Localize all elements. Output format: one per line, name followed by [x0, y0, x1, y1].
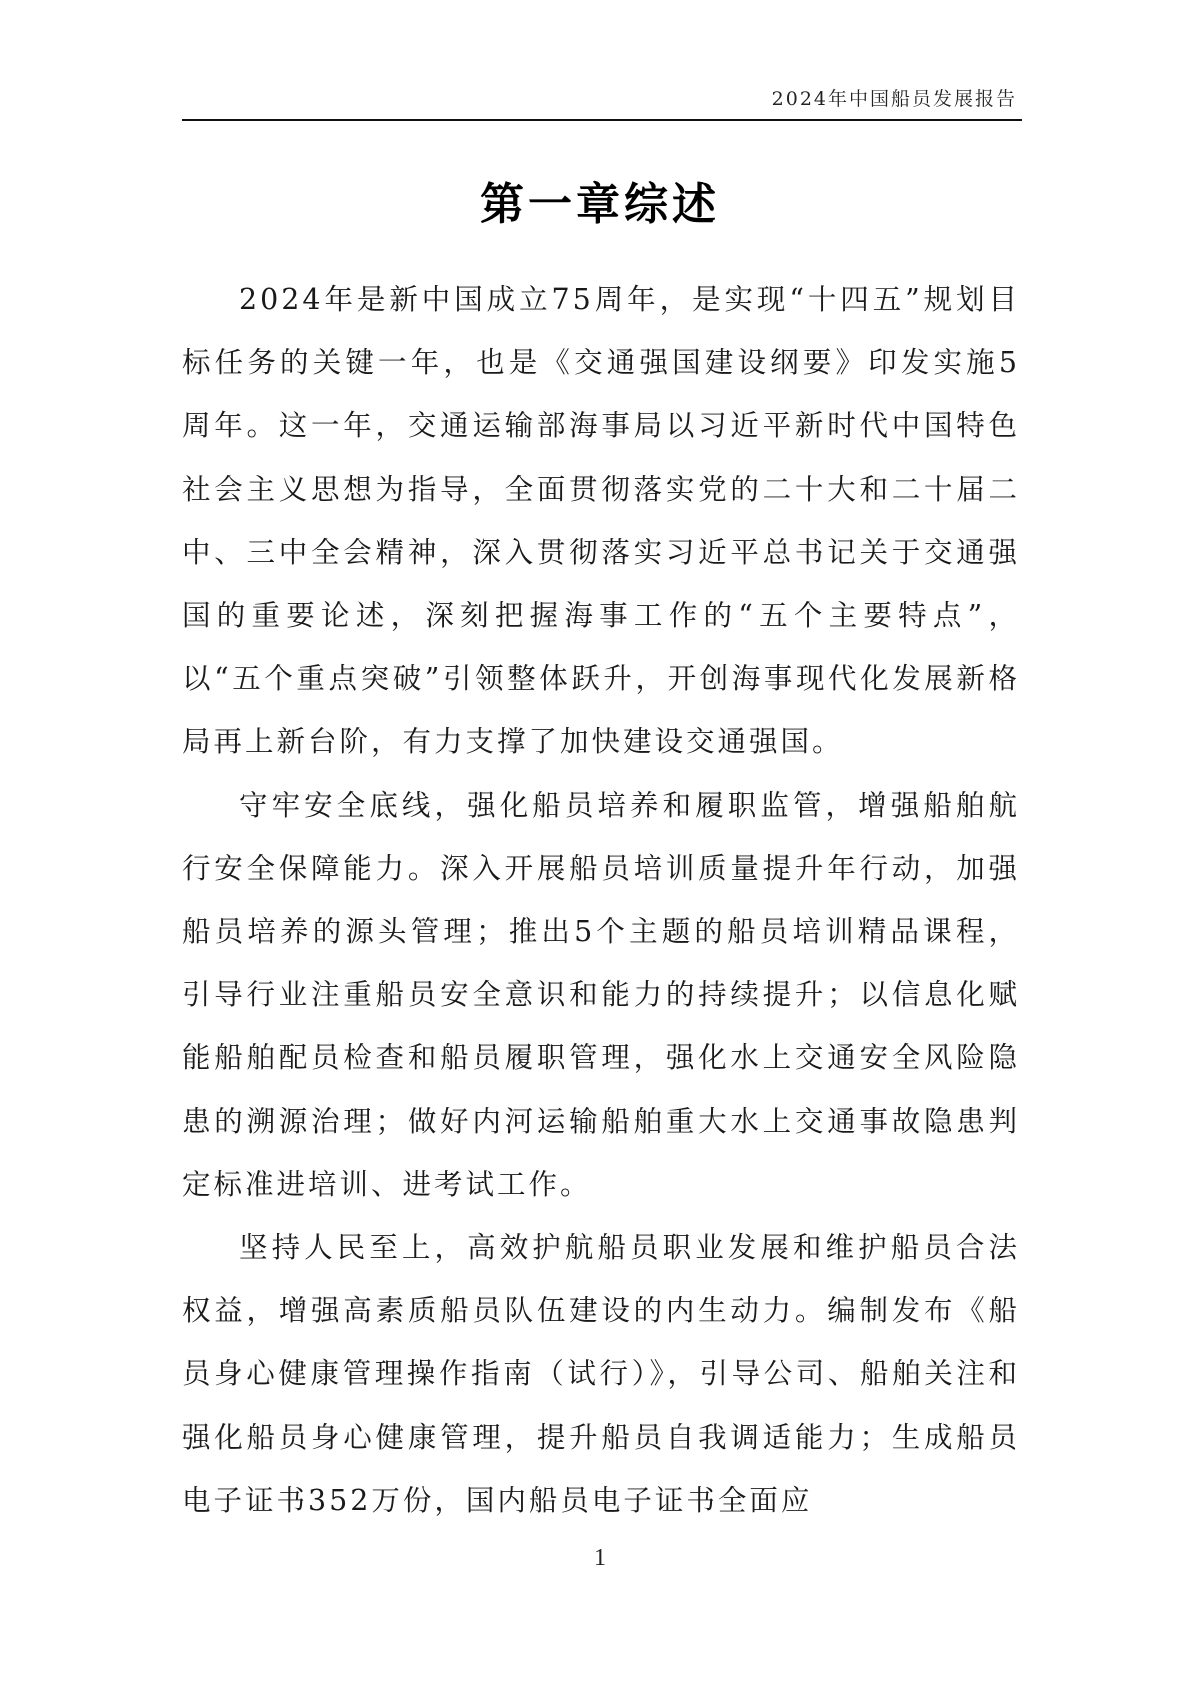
paragraph: 守牢安全底线，强化船员培养和履职监管，增强船舶航行安全保障能力。深入开展船员培训质量提升年行动，加强船员培养的源头管理；推出5个主题的船员培训精品课程，引导行业注重船员安全意识和能力的持续提升；以信息化赋能船舶配员检查和船员履职管理，强化水上交通安全风险隐患的溯源治理；做好内河运输船舶重大水上交通事故隐患判定标准进培训、进考试工作。 [182, 788, 1020, 1201]
chapter-title: 第一章综述 [480, 179, 720, 230]
paragraph: 坚持人民至上，高效护航船员职业发展和维护船员合法权益，增强高素质船员队伍建设的内生动力。编制发布《船员身心健康管理操作指南（试行）》，引导公司、船舶关注和强化船员身心健康管理，提升船员自我调适能力；生成船员电子证书352万份，国内船员电子证书全面应 [182, 1231, 1020, 1517]
body-text [182, 268, 1020, 1532]
paragraph: 2024年是新中国成立75周年，是实现“十四五”规划目标任务的关键一年，也是《交通强国建设纲要》印发实施5周年。这一年，交通运输部海事局以习近平新时代中国特色社会主义思想为指导，全面贯彻落实党的二十大和二十届二中、三中全会精神，深入贯彻落实习近平总书记关于交通强国的重要论述，深刻把握海事工作的“五个主要特点”，以“五个重点突破”引领整体跃升，开创海事现代化发展新格局再上新台阶，有力支撑了加快建设交通强国。 [182, 283, 1020, 759]
page-number: 1 [594, 1545, 606, 1571]
running-header: 2024年中国船员发展报告 [771, 88, 1017, 110]
header-divider [182, 119, 1022, 121]
